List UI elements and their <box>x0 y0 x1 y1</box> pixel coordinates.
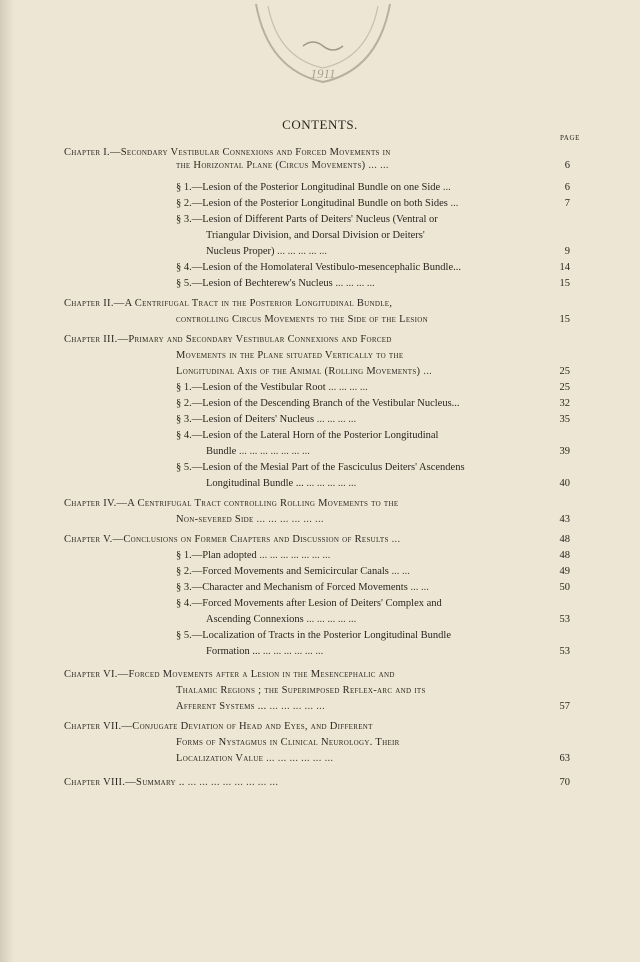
entry-title: § 3.—Lesion of Different Parts of Deiters' Nucleus (Ventral or <box>176 214 438 225</box>
section-entry <box>176 213 438 226</box>
page-number: 50 <box>559 582 570 593</box>
page-number: 32 <box>559 398 570 409</box>
entry-continuation <box>206 645 323 658</box>
entry-title: § 1.—Plan adopted <box>176 550 257 561</box>
page-number: 15 <box>559 314 570 325</box>
chapter-entry <box>64 668 395 681</box>
entry-title: Bundle <box>206 446 237 457</box>
dot-leader: ... ... ... ... <box>325 382 368 393</box>
entry-title: § 4.—Lesion of the Lateral Horn of the Posterior Longitudinal <box>176 430 439 441</box>
entry-title: § 3.—Character and Mechanism of Forced Movements <box>176 582 408 593</box>
section-entry <box>176 181 451 194</box>
entry-title: Chapter II.—A Centrifugal Tract in the Posterior Longitudinal Bundle, <box>64 298 393 309</box>
entry-title: Thalamic Regions ; the Superimposed Reflex-arc and its <box>176 685 426 696</box>
section-entry <box>176 629 451 642</box>
dot-leader: ... ... ... ... ... ... <box>253 514 324 525</box>
page-number: 40 <box>559 478 570 489</box>
entry-title: Chapter V.—Conclusions on Former Chapters and Discussion of Results <box>64 534 389 545</box>
entry-title: Longitudinal Bundle ... <box>206 478 304 489</box>
dot-leader: ... ... ... ... ... ... ... ... <box>184 777 279 788</box>
section-entry <box>176 429 438 442</box>
dot-leader: ... ... ... ... <box>314 414 357 425</box>
page-number: 6 <box>564 160 570 171</box>
entry-continuation <box>176 752 333 765</box>
entry-title: Ascending Connexions <box>206 614 304 625</box>
entry-title: Movements in the Plane situated Vertically to the <box>176 350 404 361</box>
page-number: 53 <box>559 646 570 657</box>
dot-leader: ... ... <box>407 582 429 593</box>
page-number: 48 <box>559 550 570 561</box>
entry-title: Longitudinal Axis of the Animal (Rolling Movements) <box>176 366 421 377</box>
page-number: 57 <box>559 701 570 712</box>
entry-title: § 2.—Lesion of the Descending Branch of the Vestibular Nucleus... <box>176 398 460 409</box>
dot-leader: ... ... ... ... ... ... ... <box>236 446 310 457</box>
chapter-entry <box>64 146 391 159</box>
stamp-text: 1911 <box>310 66 336 81</box>
entry-title: controlling Circus Movements to the Side of the Lesion <box>176 314 428 325</box>
section-entry <box>176 197 458 210</box>
entry-title: § 4.—Lesion of the Homolateral Vestibulo-mesencephalic Bundle... <box>176 262 461 273</box>
page-number: 6 <box>564 182 570 193</box>
entry-continuation <box>176 736 400 749</box>
page-column-header: PAGE <box>559 134 580 142</box>
section-entry <box>176 277 375 290</box>
entry-continuation <box>176 513 324 526</box>
entry-title: Chapter VI.—Forced Movements after a Lesion in the Mesencephalic and <box>64 669 395 680</box>
entry-title: § 1.—Lesion of the Posterior Longitudinal Bundle on one Side <box>176 182 441 193</box>
dot-leader: ... ... ... ... ... <box>274 246 328 257</box>
entry-title: § 5.—Lesion of the Mesial Part of the Fasciculus Deiters' Ascendens <box>176 462 465 473</box>
entry-title: Triangular Division, and Dorsal Division or Deiters' <box>206 230 425 241</box>
entry-title: § 1.—Lesion of the Vestibular Root <box>176 382 326 393</box>
entry-continuation <box>206 245 327 258</box>
dot-leader: ... ... <box>388 566 410 577</box>
section-entry <box>176 597 442 610</box>
entry-continuation <box>206 229 425 242</box>
entry-title: Non-severed Side <box>176 514 254 525</box>
entry-title: § 3.—Lesion of Deiters' Nucleus <box>176 414 315 425</box>
dot-leader: ... ... ... ... ... ... <box>263 753 334 764</box>
entry-continuation <box>206 477 356 490</box>
dot-leader: ... <box>447 198 459 209</box>
page-number: 43 <box>559 514 570 525</box>
entry-title: Forms of Nystagmus in Clinical Neurology. Their <box>176 737 400 748</box>
page-number: 25 <box>559 366 570 377</box>
page-number: 48 <box>559 534 570 545</box>
section-entry <box>176 549 330 562</box>
entry-title: Localization Value <box>176 753 264 764</box>
entry-title: § 5.—Localization of Tracts in the Posterior Longitudinal Bundle <box>176 630 452 641</box>
entry-continuation <box>206 613 356 626</box>
page-number: 14 <box>559 262 570 273</box>
entry-title: § 4.—Forced Movements after Lesion of Deiters' Complex and <box>176 598 442 609</box>
page-number: 25 <box>559 382 570 393</box>
entry-continuation <box>176 684 426 697</box>
page-number: 53 <box>559 614 570 625</box>
section-entry <box>176 565 410 578</box>
section-entry <box>176 461 465 474</box>
chapter-entry <box>64 333 392 346</box>
dot-leader: ... ... ... ... ... <box>303 478 357 489</box>
page-number: 35 <box>559 414 570 425</box>
page-number: 9 <box>564 246 570 257</box>
library-stamp <box>248 0 398 92</box>
chapter-entry <box>64 533 400 546</box>
page-number: 70 <box>559 777 570 788</box>
section-entry <box>176 413 356 426</box>
entry-title: Chapter VIII.—Summary .. <box>64 777 185 788</box>
chapter-entry <box>64 497 398 510</box>
entry-title: Nucleus Proper) <box>206 246 275 257</box>
entry-title: Formation ... <box>206 646 261 657</box>
entry-continuation <box>176 313 428 326</box>
dot-leader: ... <box>388 534 401 545</box>
dot-leader: ... ... ... ... ... ... <box>260 646 324 657</box>
entry-title: § 2.—Forced Movements and Semicircular Canals <box>176 566 389 577</box>
entry-title: § 2.—Lesion of the Posterior Longitudinal Bundle on both Sides <box>176 198 448 209</box>
dot-leader: ... ... ... ... ... <box>266 701 326 712</box>
entry-title: Chapter VII.—Conjugate Deviation of Head and Eyes, and Different <box>64 721 373 732</box>
dot-leader: ... ... <box>365 160 389 171</box>
page-number: 7 <box>564 198 570 209</box>
chapter-entry <box>64 720 373 733</box>
dot-leader: ... <box>440 182 451 193</box>
dot-leader: ... <box>420 366 433 377</box>
page-number: 63 <box>559 753 570 764</box>
entry-continuation <box>176 365 432 378</box>
entry-title: Afferent Systems ... <box>176 701 267 712</box>
entry-title: Chapter III.—Primary and Secondary Vestibular Connexions and Forced <box>64 334 392 345</box>
contents-title: CONTENTS. <box>282 117 358 132</box>
page-number: 49 <box>559 566 570 577</box>
dot-leader: ... ... ... ... ... <box>303 614 357 625</box>
chapter-entry <box>64 297 392 310</box>
chapter-entry <box>64 776 278 789</box>
entry-continuation <box>176 159 389 172</box>
dot-leader: ... ... ... ... ... ... ... <box>256 550 331 561</box>
dot-leader: ... ... ... ... <box>332 278 375 289</box>
entry-title: the Horizontal Plane (Circus Movements) <box>176 160 366 171</box>
entry-continuation <box>206 445 310 458</box>
entry-title: Chapter IV.—A Centrifugal Tract controlling Rolling Movements to the <box>64 498 399 509</box>
page-number: 39 <box>559 446 570 457</box>
section-entry <box>176 381 368 394</box>
entry-title: § 5.—Lesion of Bechterew's Nucleus <box>176 278 333 289</box>
section-entry <box>176 397 460 410</box>
section-entry <box>176 261 461 274</box>
entry-title: Chapter I.—Secondary Vestibular Connexions and Forced Movements in <box>64 147 391 158</box>
entry-continuation <box>176 349 403 362</box>
binding-shadow <box>0 0 14 962</box>
section-entry <box>176 581 429 594</box>
entry-continuation <box>176 700 325 713</box>
page-number: 15 <box>559 278 570 289</box>
